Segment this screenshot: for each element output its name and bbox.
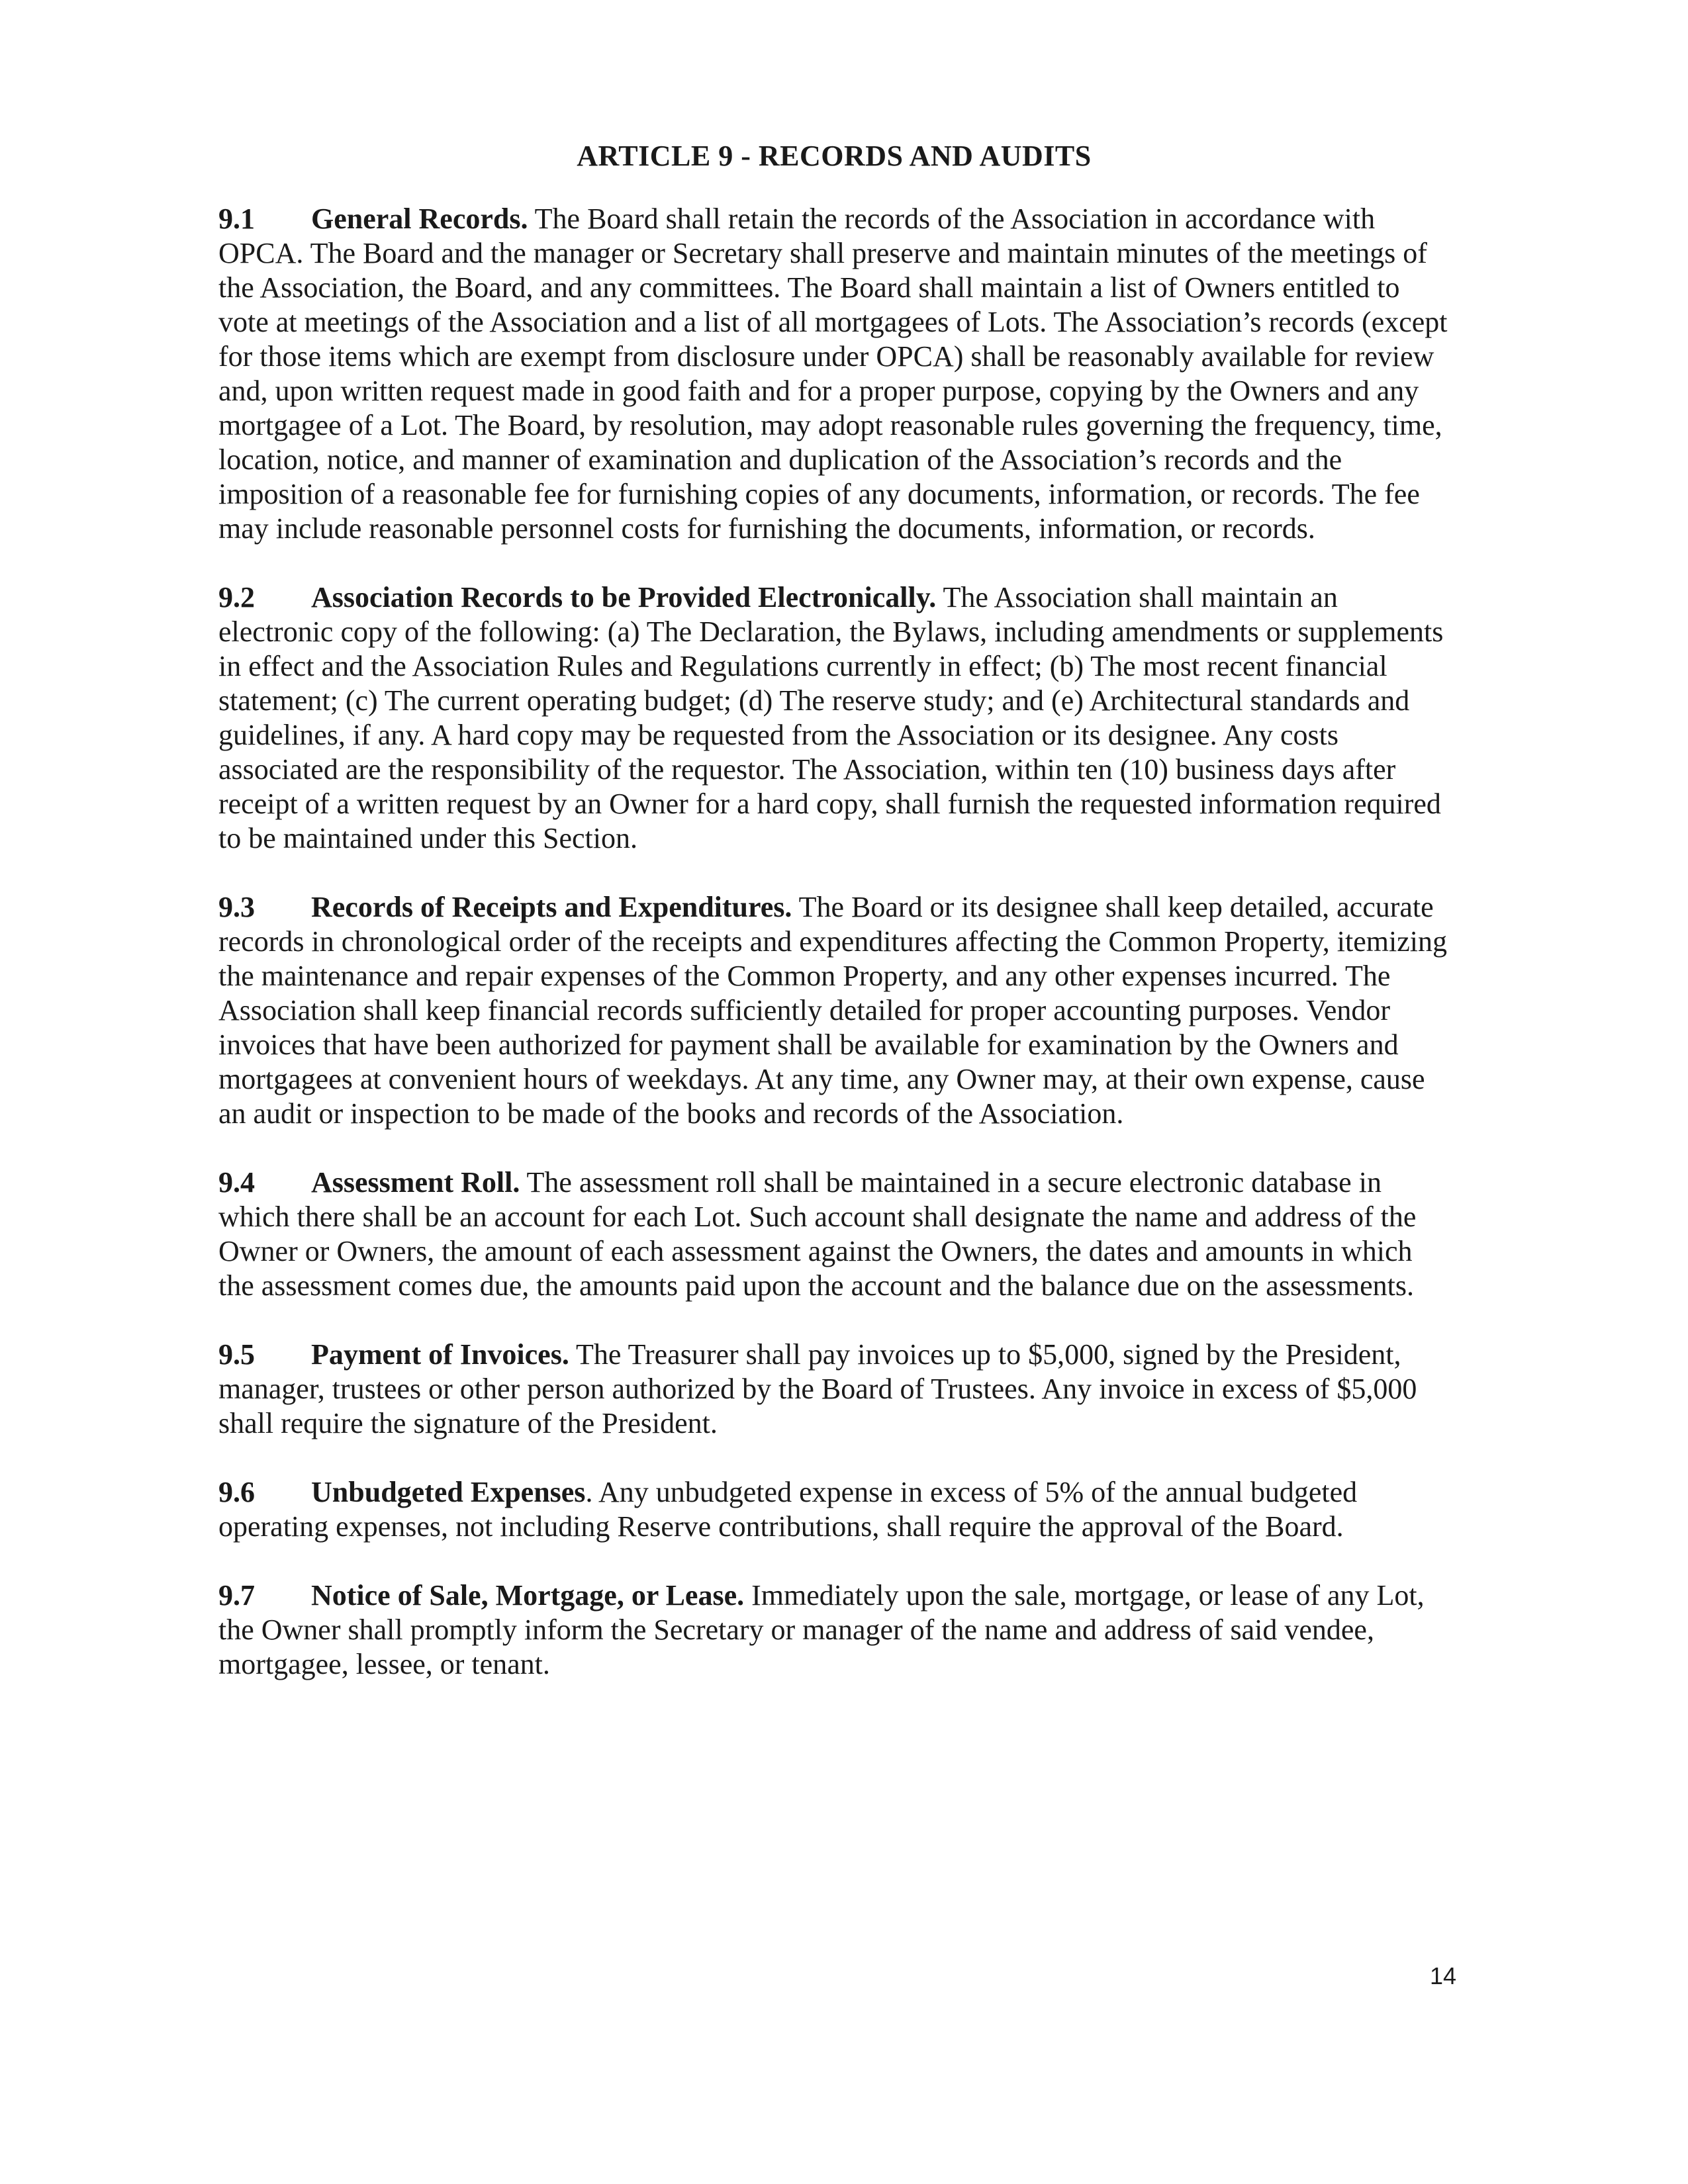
section-number: 9.3 [218, 891, 255, 923]
section-body: Immediately upon the sale, mortgage, or lease of any Lot, the Owner shall promptly inform the Secretary or manager of the name and address of said vendee, mortgagee, lessee, or tenant. [218, 1579, 1425, 1680]
article-title: ARTICLE 9 - RECORDS AND AUDITS [577, 140, 1092, 172]
section-9-2 [218, 580, 1450, 856]
section-body: The Board or its designee shall keep detailed, accurate records in chronological order of the receipts and expenditures affecting the Common Property, itemizing the maintenance and repair expenses of the Common Property, and any other expenses incurred. The Association shall keep financial records sufficiently detailed for proper accounting purposes. Vendor invoices that have been authorized for payment shall be available for examination by the Owners and mortgagees at convenient hours of weekdays. At any time, any Owner may, at their own expense, cause an audit or inspection to be made of the books and records of the Association. [218, 891, 1447, 1130]
document-page [218, 139, 1450, 1716]
section-9-5 [218, 1338, 1450, 1441]
page-number: 14 [1429, 1962, 1456, 1989]
section-heading: Unbudgeted Expenses [311, 1476, 586, 1508]
section-body: . Any unbudgeted expense in excess of 5% of the annual budgeted operating expenses, not including Reserve contributions, shall require the approval of the Board. [218, 1476, 1358, 1543]
section-body: The Association shall maintain an electronic copy of the following: (a) The Declaration, the Bylaws, including amendments or supplements in effect and the Association Rules and Regulations currently in effect; (b) The most recent financial statement; (c) The current operating budget; (d) The reserve study; and (e) Architectural standards and guidelines, if any. A hard copy may be requested from the Association or its designee. Any costs associated are the responsibility of the requestor. The Association, within ten (10) business days after receipt of a written request by an Owner for a hard copy, shall furnish the requested information required to be maintained under this Section. [218, 581, 1444, 854]
section-number: 9.1 [218, 203, 255, 235]
section-body: The assessment roll shall be maintained in a secure electronic database in which there shall be an account for each Lot. Such account shall designate the name and address of the Owner or Owners, the amount of each assessment against the Owners, the dates and amounts in which the assessment comes due, the amounts paid upon the account and the balance due on the assessments. [218, 1166, 1417, 1302]
section-9-7 [218, 1578, 1450, 1682]
section-heading: Association Records to be Provided Electronically. [311, 581, 937, 614]
section-number: 9.4 [218, 1166, 255, 1199]
section-heading: Payment of Invoices. [311, 1338, 569, 1371]
section-heading: Assessment Roll. [311, 1166, 520, 1199]
section-body: The Board shall retain the records of the Association in accordance with OPCA. The Board and the manager or Secretary shall preserve and maintain minutes of the meetings of the Association, the Board, and any committees. The Board shall maintain a list of Owners entitled to vote at meetings of the Association and a list of all mortgagees of Lots. The Association’s records (except for those items which are exempt from disclosure under OPCA) shall be reasonably available for review and, upon written request made in good faith and for a proper purpose, copying by the Owners and any mortgagee of a Lot. The Board, by resolution, may adopt reasonable rules governing the frequency, time, location, notice, and manner of examination and duplication of the Association’s records and the imposition of a reasonable fee for furnishing copies of any documents, information, or records. The fee may include reasonable personnel costs for furnishing the documents, information, or records. [218, 203, 1448, 545]
section-heading: Notice of Sale, Mortgage, or Lease. [311, 1579, 745, 1612]
section-heading: Records of Receipts and Expenditures. [311, 891, 792, 923]
section-body: The Treasurer shall pay invoices up to $5,000, signed by the President, manager, trustees or other person authorized by the Board of Trustees. Any invoice in excess of $5,000 shall require the signature of the President. [218, 1338, 1417, 1439]
section-heading: General Records. [311, 203, 528, 235]
section-9-6 [218, 1475, 1450, 1544]
section-number: 9.7 [218, 1579, 255, 1612]
section-9-4 [218, 1165, 1450, 1303]
section-number: 9.6 [218, 1476, 255, 1508]
section-9-1 [218, 202, 1450, 546]
section-number: 9.5 [218, 1338, 255, 1371]
section-number: 9.2 [218, 581, 255, 614]
section-9-3 [218, 890, 1450, 1131]
